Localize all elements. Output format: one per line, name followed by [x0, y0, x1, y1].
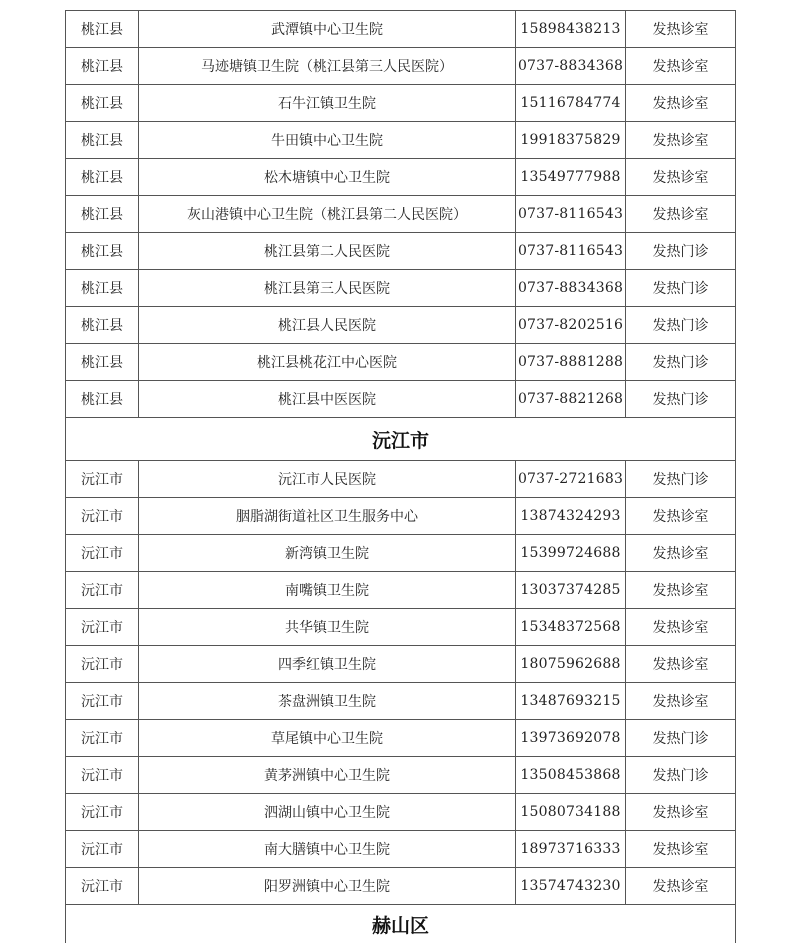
department-cell: 发热诊室 [626, 159, 736, 196]
table-row [66, 270, 736, 307]
table-row [66, 720, 736, 757]
county-cell: 沅江市 [66, 757, 139, 794]
table-row [66, 794, 736, 831]
department-cell: 发热门诊 [626, 344, 736, 381]
phone-cell: 13037374285 [516, 572, 626, 609]
department-cell: 发热诊室 [626, 48, 736, 85]
hospital-name-cell: 共华镇卫生院 [139, 609, 516, 646]
hospital-name-cell: 桃江县第二人民医院 [139, 233, 516, 270]
hospital-name-cell: 马迹塘镇卫生院（桃江县第三人民医院） [139, 48, 516, 85]
phone-cell: 15898438213 [516, 11, 626, 48]
hospital-name-cell: 四季红镇卫生院 [139, 646, 516, 683]
phone-cell: 0737-8116543 [516, 196, 626, 233]
county-cell: 沅江市 [66, 720, 139, 757]
hospital-name-cell: 黄茅洲镇中心卫生院 [139, 757, 516, 794]
department-cell: 发热诊室 [626, 794, 736, 831]
table-row [66, 609, 736, 646]
department-cell: 发热诊室 [626, 683, 736, 720]
phone-cell: 0737-8834368 [516, 48, 626, 85]
hospital-name-cell: 石牛江镇卫生院 [139, 85, 516, 122]
table-row [66, 757, 736, 794]
department-cell: 发热门诊 [626, 720, 736, 757]
table-row [66, 498, 736, 535]
department-cell: 发热诊室 [626, 572, 736, 609]
department-cell: 发热诊室 [626, 831, 736, 868]
county-cell: 沅江市 [66, 868, 139, 905]
county-cell: 桃江县 [66, 11, 139, 48]
table-body [66, 11, 736, 944]
phone-cell: 15080734188 [516, 794, 626, 831]
table-row [66, 683, 736, 720]
county-cell: 沅江市 [66, 498, 139, 535]
hospital-name-cell: 草尾镇中心卫生院 [139, 720, 516, 757]
county-cell: 桃江县 [66, 233, 139, 270]
phone-cell: 13487693215 [516, 683, 626, 720]
hospital-name-cell: 桃江县第三人民医院 [139, 270, 516, 307]
table-row [66, 572, 736, 609]
department-cell: 发热门诊 [626, 307, 736, 344]
phone-cell: 15399724688 [516, 535, 626, 572]
phone-cell: 18075962688 [516, 646, 626, 683]
county-cell: 沅江市 [66, 572, 139, 609]
department-cell: 发热诊室 [626, 196, 736, 233]
hospital-name-cell: 武潭镇中心卫生院 [139, 11, 516, 48]
section-header-row [66, 905, 736, 944]
section-title: 沅江市 [66, 418, 736, 461]
table-row [66, 233, 736, 270]
phone-cell: 13973692078 [516, 720, 626, 757]
department-cell: 发热门诊 [626, 461, 736, 498]
table-row [66, 307, 736, 344]
hospital-name-cell: 桃江县中医医院 [139, 381, 516, 418]
table-row [66, 159, 736, 196]
phone-cell: 15348372568 [516, 609, 626, 646]
county-cell: 桃江县 [66, 196, 139, 233]
table-row [66, 868, 736, 905]
department-cell: 发热门诊 [626, 381, 736, 418]
table-row [66, 85, 736, 122]
county-cell: 沅江市 [66, 683, 139, 720]
phone-cell: 18973716333 [516, 831, 626, 868]
county-cell: 桃江县 [66, 122, 139, 159]
phone-cell: 15116784774 [516, 85, 626, 122]
county-cell: 沅江市 [66, 609, 139, 646]
hospital-name-cell: 阳罗洲镇中心卫生院 [139, 868, 516, 905]
department-cell: 发热诊室 [626, 498, 736, 535]
county-cell: 桃江县 [66, 344, 139, 381]
table-row [66, 11, 736, 48]
table-row [66, 535, 736, 572]
phone-cell: 13549777988 [516, 159, 626, 196]
phone-cell: 0737-8821268 [516, 381, 626, 418]
department-cell: 发热诊室 [626, 535, 736, 572]
section-title: 赫山区 [66, 905, 736, 944]
department-cell: 发热门诊 [626, 270, 736, 307]
hospital-name-cell: 茶盘洲镇卫生院 [139, 683, 516, 720]
hospital-name-cell: 灰山港镇中心卫生院（桃江县第二人民医院） [139, 196, 516, 233]
county-cell: 沅江市 [66, 535, 139, 572]
county-cell: 桃江县 [66, 381, 139, 418]
county-cell: 沅江市 [66, 831, 139, 868]
hospital-name-cell: 新湾镇卫生院 [139, 535, 516, 572]
section-header-row [66, 418, 736, 461]
table-row [66, 461, 736, 498]
county-cell: 沅江市 [66, 794, 139, 831]
department-cell: 发热诊室 [626, 122, 736, 159]
hospital-name-cell: 桃江县桃花江中心医院 [139, 344, 516, 381]
department-cell: 发热诊室 [626, 85, 736, 122]
phone-cell: 0737-2721683 [516, 461, 626, 498]
county-cell: 桃江县 [66, 307, 139, 344]
phone-cell: 13874324293 [516, 498, 626, 535]
hospital-name-cell: 南嘴镇卫生院 [139, 572, 516, 609]
department-cell: 发热门诊 [626, 233, 736, 270]
table-row [66, 344, 736, 381]
hospital-name-cell: 松木塘镇中心卫生院 [139, 159, 516, 196]
county-cell: 沅江市 [66, 461, 139, 498]
county-cell: 桃江县 [66, 270, 139, 307]
hospital-name-cell: 胭脂湖街道社区卫生服务中心 [139, 498, 516, 535]
department-cell: 发热诊室 [626, 868, 736, 905]
table-row [66, 646, 736, 683]
phone-cell: 13574743230 [516, 868, 626, 905]
hospital-name-cell: 南大膳镇中心卫生院 [139, 831, 516, 868]
phone-cell: 13508453868 [516, 757, 626, 794]
hospital-name-cell: 沅江市人民医院 [139, 461, 516, 498]
table-row [66, 48, 736, 85]
department-cell: 发热门诊 [626, 757, 736, 794]
table-row [66, 196, 736, 233]
table-row [66, 122, 736, 159]
phone-cell: 0737-8202516 [516, 307, 626, 344]
fever-clinic-table [65, 10, 736, 943]
table-row [66, 381, 736, 418]
hospital-name-cell: 桃江县人民医院 [139, 307, 516, 344]
phone-cell: 0737-8881288 [516, 344, 626, 381]
phone-cell: 19918375829 [516, 122, 626, 159]
hospital-name-cell: 泗湖山镇中心卫生院 [139, 794, 516, 831]
phone-cell: 0737-8116543 [516, 233, 626, 270]
hospital-name-cell: 牛田镇中心卫生院 [139, 122, 516, 159]
department-cell: 发热诊室 [626, 646, 736, 683]
department-cell: 发热诊室 [626, 11, 736, 48]
county-cell: 桃江县 [66, 85, 139, 122]
table-row [66, 831, 736, 868]
county-cell: 沅江市 [66, 646, 139, 683]
county-cell: 桃江县 [66, 159, 139, 196]
department-cell: 发热诊室 [626, 609, 736, 646]
county-cell: 桃江县 [66, 48, 139, 85]
phone-cell: 0737-8834368 [516, 270, 626, 307]
